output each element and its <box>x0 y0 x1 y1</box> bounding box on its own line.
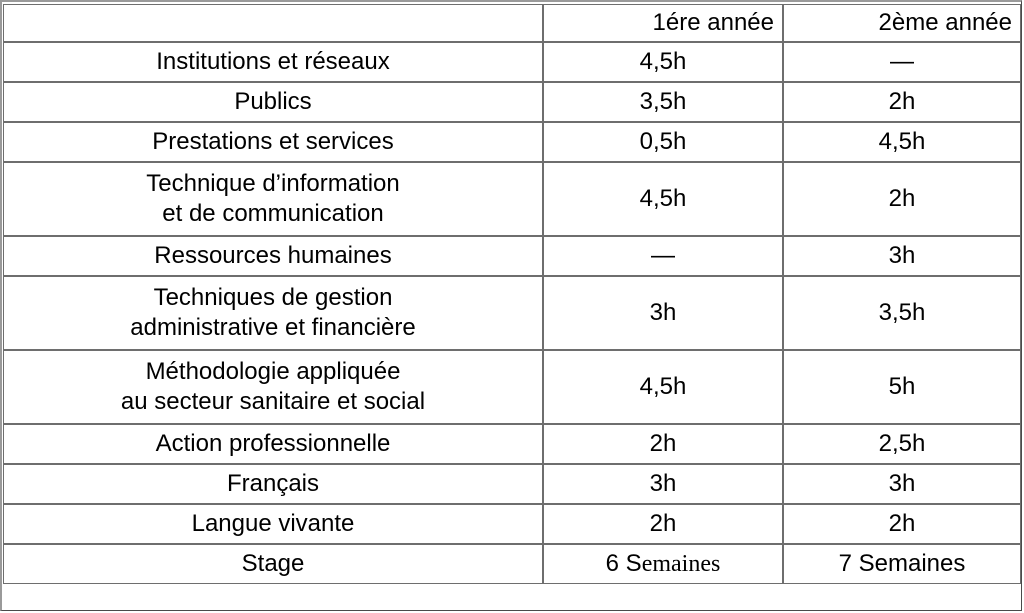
year-2-internship: 7 Semaines <box>783 544 1021 584</box>
internship-count-prefix: 6 S <box>605 550 642 577</box>
year-1-hours: 4,5h <box>543 42 783 82</box>
year-1-internship <box>543 544 783 584</box>
subject-cell: Action professionnelle <box>3 424 543 464</box>
subject-cell: Ressources humaines <box>3 236 543 276</box>
year-1-hours: 2h <box>543 424 783 464</box>
internship-unit-suffix: emaines <box>641 551 721 577</box>
table-row <box>3 424 1021 464</box>
year-2-hours: 3h <box>783 236 1021 276</box>
table-row <box>3 350 1021 424</box>
subject-cell: Techniques de gestion administrative et financière <box>3 276 543 350</box>
year-1-hours: 4,5h <box>543 162 783 236</box>
year-1-hours: 3h <box>543 276 783 350</box>
year-1-hours: 2h <box>543 504 783 544</box>
table-row <box>3 162 1021 236</box>
year-2-hours: 2h <box>783 504 1021 544</box>
table-row <box>3 544 1021 584</box>
subject-cell: Technique d’information et de communication <box>3 162 543 236</box>
subject-cell: Prestations et services <box>3 122 543 162</box>
table-row <box>3 42 1021 82</box>
year-1-hours: — <box>543 236 783 276</box>
year-1-hours: 0,5h <box>543 122 783 162</box>
year-2-hours: 2h <box>783 82 1021 122</box>
header-cell-empty <box>3 4 543 42</box>
subject-cell: Langue vivante <box>3 504 543 544</box>
subject-cell: Publics <box>3 82 543 122</box>
table-row <box>3 504 1021 544</box>
year-2-hours: 3,5h <box>783 276 1021 350</box>
header-year-2: 2ème année <box>783 4 1021 42</box>
year-2-hours: 3h <box>783 464 1021 504</box>
header-row <box>3 4 1021 42</box>
year-2-hours: 2h <box>783 162 1021 236</box>
year-1-hours: 4,5h <box>543 350 783 424</box>
year-2-hours: 2,5h <box>783 424 1021 464</box>
subject-cell: Méthodologie appliquée au secteur sanitaire et social <box>3 350 543 424</box>
subject-cell: Institutions et réseaux <box>3 42 543 82</box>
table-row <box>3 464 1021 504</box>
table-row <box>3 82 1021 122</box>
header-year-1: 1ére année <box>543 4 783 42</box>
year-2-hours: 4,5h <box>783 122 1021 162</box>
table-row <box>3 276 1021 350</box>
subject-cell: Stage <box>3 544 543 584</box>
curriculum-table <box>3 4 1021 584</box>
table-row <box>3 122 1021 162</box>
year-2-hours: 5h <box>783 350 1021 424</box>
table-row <box>3 236 1021 276</box>
year-1-hours: 3h <box>543 464 783 504</box>
year-1-hours: 3,5h <box>543 82 783 122</box>
year-2-hours: — <box>783 42 1021 82</box>
subject-cell: Français <box>3 464 543 504</box>
